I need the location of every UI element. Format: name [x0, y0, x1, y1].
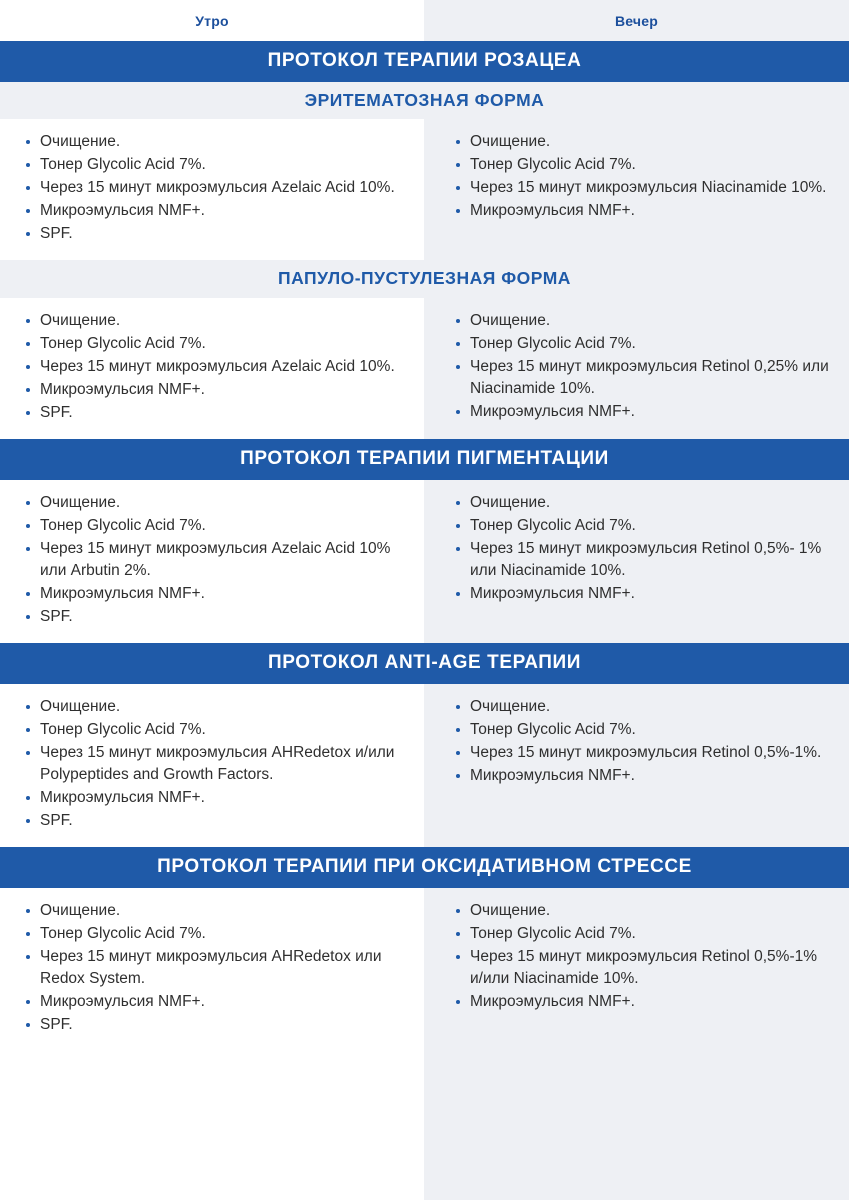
list-item: Микроэмульсия NMF+.: [20, 583, 404, 605]
step-list-morning: [20, 131, 404, 245]
evening-cell: [424, 888, 849, 1051]
list-item: Очищение.: [450, 131, 829, 153]
step-list-evening: [450, 131, 829, 222]
list-item: Микроэмульсия NMF+.: [20, 379, 404, 401]
list-item: Через 15 минут микроэмульсия Retinol 0,5%-1% и/или Niacinamide 10%.: [450, 946, 829, 990]
list-item: SPF.: [20, 223, 404, 245]
list-item: Очищение.: [20, 900, 404, 922]
evening-cell: [424, 298, 849, 439]
list-item: Микроэмульсия NMF+.: [20, 200, 404, 222]
page-tail-spacer: [0, 1051, 849, 1121]
evening-cell: [424, 684, 849, 847]
step-list-evening: [450, 492, 829, 605]
protocol-row: [0, 119, 849, 260]
morning-cell: [0, 888, 424, 1051]
protocol-row: [0, 684, 849, 847]
list-item: Через 15 минут микроэмульсия Azelaic Acid 10%.: [20, 356, 404, 378]
list-item: Очищение.: [20, 310, 404, 332]
list-item: SPF.: [20, 1014, 404, 1036]
section-banner: ПРОТОКОЛ ТЕРАПИИ РОЗАЦЕА: [0, 41, 849, 82]
evening-cell: [424, 480, 849, 643]
list-item: Очищение.: [20, 492, 404, 514]
morning-cell: [0, 119, 424, 260]
list-item: Через 15 минут микроэмульсия Retinol 0,5%-1%.: [450, 742, 829, 764]
step-list-evening: [450, 900, 829, 1013]
step-list-morning: [20, 310, 404, 424]
step-list-evening: [450, 310, 829, 423]
list-item: Очищение.: [450, 900, 829, 922]
morning-cell: [0, 480, 424, 643]
list-item: Микроэмульсия NMF+.: [450, 765, 829, 787]
list-item: Через 15 минут микроэмульсия Retinol 0,5%- 1% или Niacinamide 10%.: [450, 538, 829, 582]
protocol-row: [0, 480, 849, 643]
list-item: Очищение.: [20, 696, 404, 718]
protocol-row: [0, 888, 849, 1051]
section-banner: ПРОТОКОЛ ТЕРАПИИ ПРИ ОКСИДАТИВНОМ СТРЕССЕ: [0, 847, 849, 888]
list-item: SPF.: [20, 606, 404, 628]
list-item: Тонер Glycolic Acid 7%.: [20, 515, 404, 537]
list-item: Через 15 минут микроэмульсия Azelaic Acid 10% или Arbutin 2%.: [20, 538, 404, 582]
list-item: Тонер Glycolic Acid 7%.: [20, 154, 404, 176]
list-item: Микроэмульсия NMF+.: [20, 991, 404, 1013]
list-item: Микроэмульсия NMF+.: [450, 401, 829, 423]
list-item: Через 15 минут микроэмульсия AHRedetox и/или Polypeptides and Growth Factors.: [20, 742, 404, 786]
list-item: Тонер Glycolic Acid 7%.: [20, 719, 404, 741]
list-item: Через 15 минут микроэмульсия AHRedetox или Redox System.: [20, 946, 404, 990]
subsection-title: ЭРИТЕМАТОЗНАЯ ФОРМА: [0, 82, 849, 119]
list-item: Через 15 минут микроэмульсия Azelaic Acid 10%.: [20, 177, 404, 199]
list-item: Тонер Glycolic Acid 7%.: [450, 515, 829, 537]
step-list-evening: [450, 696, 829, 787]
list-item: Микроэмульсия NMF+.: [450, 200, 829, 222]
list-item: Очищение.: [450, 310, 829, 332]
morning-cell: [0, 298, 424, 439]
list-item: Тонер Glycolic Acid 7%.: [20, 923, 404, 945]
list-item: Микроэмульсия NMF+.: [20, 787, 404, 809]
list-item: SPF.: [20, 810, 404, 832]
list-item: Тонер Glycolic Acid 7%.: [450, 923, 829, 945]
table-header-row: [0, 0, 849, 41]
section-banner: ПРОТОКОЛ ТЕРАПИИ ПИГМЕНТАЦИИ: [0, 439, 849, 480]
list-item: Очищение.: [20, 131, 404, 153]
morning-cell: [0, 684, 424, 847]
subsection-title: ПАПУЛО-ПУСТУЛЕЗНАЯ ФОРМА: [0, 260, 849, 297]
column-header-morning: Утро: [195, 12, 229, 29]
list-item: SPF.: [20, 402, 404, 424]
list-item: Через 15 минут микроэмульсия Niacinamide 10%.: [450, 177, 829, 199]
step-list-morning: [20, 492, 404, 628]
list-item: Очищение.: [450, 492, 829, 514]
list-item: Тонер Glycolic Acid 7%.: [450, 333, 829, 355]
protocol-row: [0, 298, 849, 439]
list-item: Тонер Glycolic Acid 7%.: [20, 333, 404, 355]
column-header-evening: Вечер: [614, 12, 658, 29]
list-item: Через 15 минут микроэмульсия Retinol 0,25% или Niacinamide 10%.: [450, 356, 829, 400]
step-list-morning: [20, 900, 404, 1036]
list-item: Тонер Glycolic Acid 7%.: [450, 719, 829, 741]
list-item: Очищение.: [450, 696, 829, 718]
list-item: Тонер Glycolic Acid 7%.: [450, 154, 829, 176]
section-banner: ПРОТОКОЛ ANTI-AGE ТЕРАПИИ: [0, 643, 849, 684]
step-list-morning: [20, 696, 404, 832]
list-item: Микроэмульсия NMF+.: [450, 583, 829, 605]
evening-cell: [424, 119, 849, 260]
list-item: Микроэмульсия NMF+.: [450, 991, 829, 1013]
